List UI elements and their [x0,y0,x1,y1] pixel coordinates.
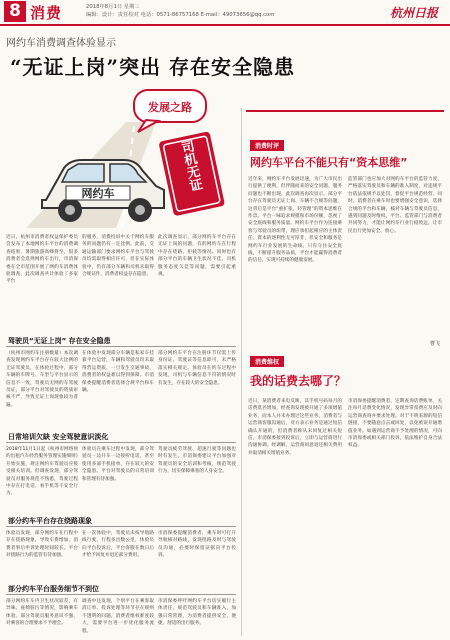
car-label: 网约车 [81,187,115,200]
edition-date: 2018年8月1日 星期三 [86,4,140,10]
intro-column-2: 的服务，消费投诉中关于网约车服务的问题仍有一定比例。此前，交通运输部门要求网约车平台与驾驶员均需取得相应许可，但在实际体验中，仍有部分车辆和司机未取得合规证件，消费者权益存在隐患。 [82,235,154,278]
section2-column-2: 体验员在乘车过程中发现，部分驾驶员一边开车一边接听电话，甚至使用多部手机接单，存在较大的安全隐患。平台对驾驶员的日常培训和管理有待加强。 [82,447,154,482]
feature-headline: “无证上岗”突出 存在安全隐患 [10,55,295,79]
commentary-author: 曹飞 [429,341,440,347]
page-number: 8 [4,1,26,22]
section-rule [6,346,236,347]
feature-kicker: 网约车消费调查体验显示 [6,38,116,49]
intro-column-1: 近日，杭州市消费者权益保护委员会发布了本地网约车平台的消费调查结果，暑期旅游高峰将至，很多消费者会选择网约车出行，市消保委在全市范围开展了网约车消费体验调查。此次调查共计体验了多家平台 [6,235,78,285]
masthead-rule [0,24,450,26]
section3-column-1: 体验员发现，部分网约车在行程中存在绕路现象，导致车费增加，消费者事后申诉处理时间较长。平台对绕路行为的监管有待加强。 [6,531,78,559]
commentary-badge: 消费时评 [250,140,284,151]
car-warning-illustration [6,82,238,230]
bubble-icon [134,90,206,132]
edition-contacts: 编辑：设计：责任校对 电话：0571-86757168 E-mail：49073656@qq.com [86,12,275,18]
newspaper-brand: 杭州日报 [389,6,438,20]
section1-column-2: 在体验中发现部分车辆是私家车挂靠平台运营，车辆和驾驶员均未取得营运资质，一旦发生交通事故，消费者的权益难以得到保障。市消保委提醒消费者选择合规平台和车辆。 [82,351,154,394]
section2-column-1: 2018年11月1日起《杭州市网络预约出租汽车经营服务管理实施细则》开始实施，规定网约车驾驶员应接受相关培训。但调查发现，部分驾驶员对服务规范不熟悉，驾驶过程中存在打电话、看手机等不安全行为。 [6,447,78,497]
commentary-rule [246,110,444,112]
masthead [0,0,450,24]
warning-sign-icon [158,131,225,216]
section-heading: 日常培训欠缺 安全驾驶意识淡化 [8,433,109,441]
intro-column-3: 此次调查显示，部分网约车平台存在无证上岗的问题，有的网约车在行程中存在绕路、拒载等情况。同时也有部分平台的车辆卫生状况不佳、司机服务态度欠佳等问题，需要引起重视。 [158,235,236,278]
section1-column-3: 部分网约车平台在注册环节仅需上传身份证、驾驶证等信息即可，未严格落实相关规定。体验员在约车过程中发现，司机与车辆信息不符的情况时有发生，存在较大的安全隐患。 [158,351,236,386]
protect-column-2: 市消保委提醒消费者，定期查询话费账单，关注每月话费变化情况，发现异常扣费应及时向运营商查询并要求处理。对于不明来源的短信链接，不要随意点击或回复，以免被误开通增值业务。如遇到运营商不予处理的情况，可向市消保委或相关部门投诉，依法维护自身合法权益。 [348,399,442,449]
section-rule [6,526,236,527]
bubble-text: 发展之路 [148,101,192,114]
section-rule [6,594,236,595]
section4-column-3: 市消保委呼吁网约车平台切实履行主体责任，规范驾驶员和车辆准入，加强日常管理，为消费者提供安全、便捷、舒适的出行服务。 [158,599,236,627]
section1-column-1: （杭州市网约车注册数量）本次调查发现网约车平台存在较大比例的无证驾驶员，在体验过程中，部分车辆的车牌号、车型与平台显示的信息不一致，驾驶员无网约车驾驶员证。部分平台对驾驶员的资质审核不严，导致无证上岗现象较为普遍。 [6,351,78,408]
protect-column-1: 近日，某消费者来电反映，其手机号码每月的话费莫名增加，经查询发现被开通了多项增值业务，而本人并未办理过这些业务。消费者与运营商客服沟通后，对方表示业务是通过短信确认开通的，但消费者称从未回复过相关短信。市消保委接到投诉后，立即与运营商进行沟通协调。经调解，运营商同意退还相关费用并取消相关增值业务。 [248,399,342,456]
sign-text: 司机无证 [177,138,203,193]
section-heading: 部分约车平台服务细节不到位 [8,585,99,593]
section4-column-2: 调查中还发现，个别平台在乘客取消订单、投诉处理等环节存在规则不透明的问题，消费者维权难度较大，需要平台进一步优化服务流程。 [82,599,154,634]
section2-column-3: 驾驶员疲劳驾驶、超速行驶等问题也时有发生。市消保委建议平台加强对驾驶员的安全培训和考核，规范驾驶行为，切实保障乘客的人身安全。 [158,447,236,475]
column-divider [241,108,242,636]
section3-column-2: 在一次体验中，驾驶员未按导航路线行驶，行程多出数公里，体验员向平台投诉后，平台客服在数日后才给予回复并退还部分费用。 [82,531,154,559]
section-title: 消费 [30,4,63,22]
commentary-column-2: 监管部门也应加大对网约车平台的监管力度，严格落实驾驶员和车辆的准入制度，对违规平台依法依规予以处罚，督促平台规范经营。同时，消费者在乘车时也要增强安全意识，选择合规的平台和车辆，核对车辆与驾驶员信息，遇到问题及时维权。平台、监管部门与消费者共同努力，才能让网约车行业行稳致远，让市民出行更加安全、放心。 [348,177,442,234]
section-heading: 部分约车平台存在绕路现象 [8,517,92,525]
feature-illustration [6,82,238,230]
section4-column-1: 部分网约车车内卫生状况较差，有异味、座椅脏污等情况，影响乘车体验。部分驾驶员服务意识不强，对乘客的合理要求不予理会。 [6,599,78,627]
protect-title: 我的话费去哪了？ [250,374,347,388]
section-heading: 驾驶员“无证上岗” 存在安全隐患 [8,337,111,345]
section3-column-3: 市消保委提醒消费者，乘车时可打开导航核对路线，发现绕路及时与驾驶员沟通，必要时保留证据向平台投诉。 [158,531,236,559]
commentary-column-1: 近年来，网约车平台发展迅速，为广大市民出行提供了便利，但伴随而来的安全问题、服务问题也不断出现。此次调查再次显示，部分平台存在驾驶员无证上岗、车辆不合规等问题，这背后是平台“重扩张、轻管理”的资本思维在作祟。平台一味追求规模和市场份额，忽视了安全底线和服务质量。网约车平台作为连接乘客与驾驶员的纽带，理应承担起相应的主体责任。资本的逐利性无可厚非，但安全和服务是网约车行业发展的生命线。只有守住安全底线，不断提升服务品质，平台才能赢得消费者的信任，实现可持续的健康发展。 [248,177,342,264]
edition-info [86,3,274,19]
commentary-title: 网约车平台不能只有“资本思维” [250,156,408,169]
section-rule [6,442,236,443]
protect-badge: 消费维权 [250,356,284,367]
